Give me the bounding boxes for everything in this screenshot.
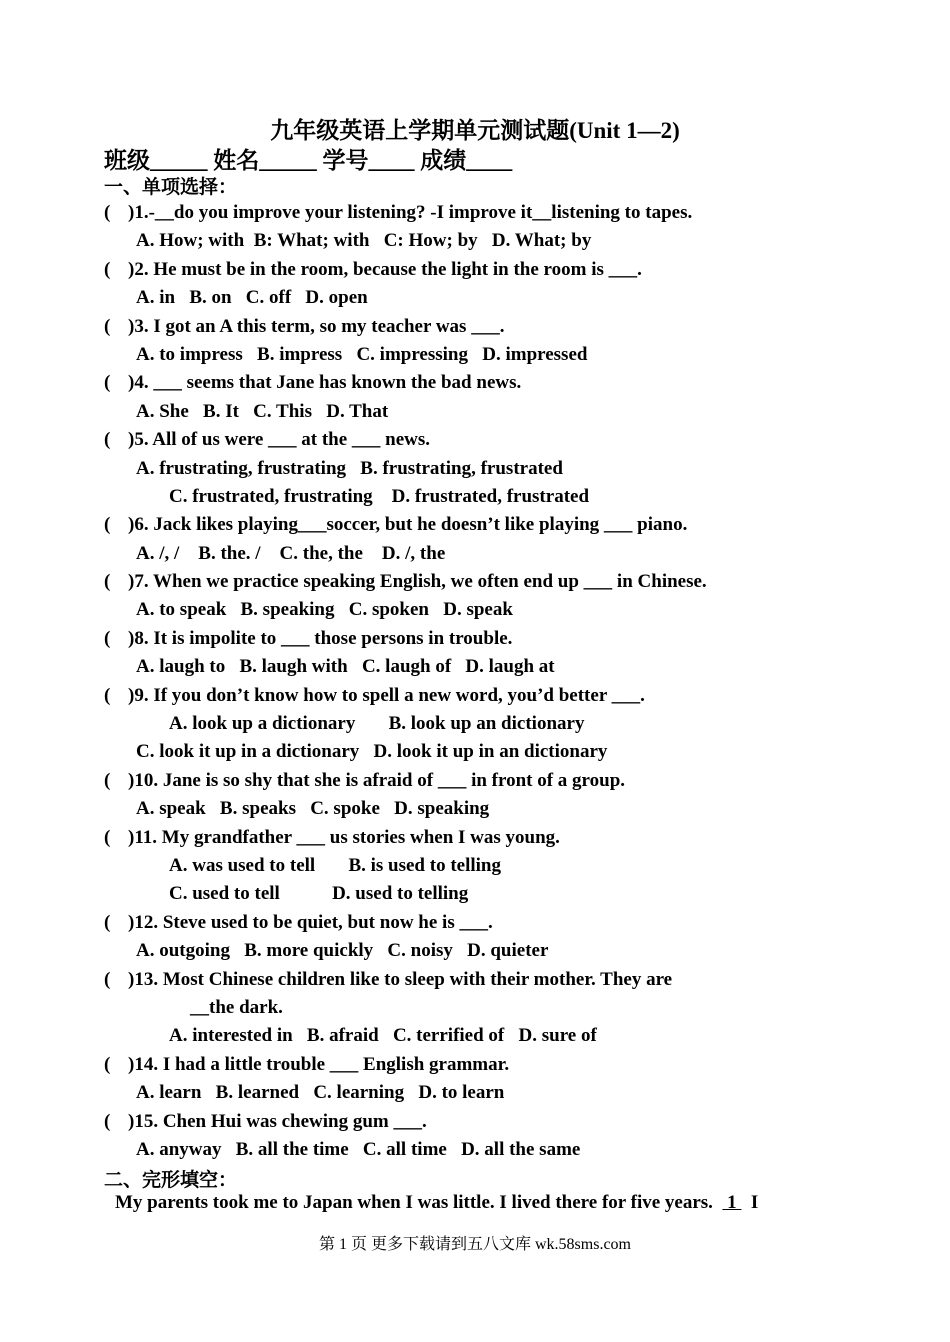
answer-paren: (: [104, 315, 111, 337]
cloze-passage-first-line: [115, 1192, 758, 1214]
question-6-stem: [104, 511, 904, 539]
question-text: )5. All of us were ___ at the ___ news.: [128, 429, 431, 451]
answer-paren: (: [104, 202, 111, 223]
question-8-stem: [104, 625, 904, 653]
question-text: )6. Jack likes playing___soccer, but he doesn’t like playing ___ piano.: [128, 514, 688, 536]
answer-paren: (: [104, 571, 111, 593]
answer-paren: (: [104, 684, 111, 706]
question-text: )12. Steve used to be quiet, but now he is ___.: [128, 911, 493, 933]
question-2-options: A. in B. on C. off D. open: [136, 287, 368, 309]
page-footer: 第 1 页 更多下载请到五八文库 wk.58sms.com: [318, 1236, 631, 1253]
question-text: )14. I had a little trouble ___ English grammar.: [128, 1053, 510, 1075]
question-2-stem: [104, 256, 904, 284]
question-list: [104, 199, 904, 1164]
answer-paren: (: [104, 769, 111, 791]
question-13-options: A. interested in B. afraid C. terrified of D. sure of: [169, 1025, 597, 1047]
section-heading-cloze: 二、完形填空：: [104, 1170, 238, 1191]
question-5-options: C. frustrated, frustrating D. frustrated, frustrated: [169, 485, 590, 507]
question-text: )15. Chen Hui was chewing gum ___.: [128, 1110, 427, 1132]
question-6-options: A. /, / B. the. / C. the, the D. /, the: [136, 542, 446, 564]
question-text: )1.-__do you improve your listening? -I improve it__listening to tapes.: [128, 202, 693, 223]
passage-text: My parents took me to Japan when I was little. I lived there for five years.: [115, 1192, 723, 1213]
question-text: )13. Most Chinese children like to sleep with their mother. They are: [128, 968, 673, 990]
answer-paren: (: [104, 514, 111, 536]
answer-paren: (: [104, 1110, 111, 1132]
answer-paren: (: [104, 429, 111, 451]
question-7-options: A. to speak B. speaking C. spoken D. speak: [136, 599, 513, 621]
question-text: )10. Jane is so shy that she is afraid of ___ in front of a group.: [128, 769, 626, 791]
question-9-stem: [104, 682, 904, 710]
blank-1: 1: [722, 1192, 742, 1213]
answer-paren: (: [104, 968, 111, 990]
answer-paren: (: [104, 826, 111, 848]
question-3-stem: [104, 313, 904, 341]
question-10-stem: [104, 767, 904, 795]
question-3-options: A. to impress B. impress C. impressing D. impressed: [136, 343, 588, 365]
section-heading-multiple-choice: 一、单项选择：: [104, 177, 238, 198]
answer-paren: (: [104, 911, 111, 933]
question-7-stem: [104, 568, 904, 596]
question-11-options: A. was used to tell B. is used to telling: [169, 854, 501, 876]
question-8-options: A. laugh to B. laugh with C. laugh of D. laugh at: [136, 656, 555, 678]
question-text: )9. If you don’t know how to spell a new word, you’d better ___.: [128, 684, 645, 706]
student-info-line: 班级_____ 姓名_____ 学号____ 成绩____: [104, 148, 513, 173]
question-4-stem: [104, 369, 904, 397]
question-1-options: A. How; with B: What; with C: How; by D. What; by: [136, 230, 592, 252]
question-9-options: A. look up a dictionary B. look up an dictionary: [169, 713, 585, 735]
question-10-options: A. speak B. speaks C. spoke D. speaking: [136, 798, 490, 820]
question-13-options: __the dark.: [190, 996, 283, 1018]
question-13-stem: [104, 966, 904, 994]
question-5-options: A. frustrating, frustrating B. frustrating, frustrated: [136, 457, 563, 479]
question-9-options: C. look it up in a dictionary D. look it up in an dictionary: [136, 741, 608, 763]
question-15-options: A. anyway B. all the time C. all time D. all the same: [136, 1138, 581, 1160]
answer-paren: (: [104, 372, 111, 394]
question-text: )3. I got an A this term, so my teacher was ___.: [128, 315, 505, 337]
question-5-stem: [104, 426, 904, 454]
answer-paren: (: [104, 258, 111, 280]
question-11-options: C. used to tell D. used to telling: [169, 883, 469, 905]
question-text: )8. It is impolite to ___ those persons in trouble.: [128, 627, 513, 649]
question-11-stem: [104, 824, 904, 852]
answer-paren: (: [104, 1053, 111, 1075]
question-text: )7. When we practice speaking English, we often end up ___ in Chinese.: [128, 571, 707, 593]
question-4-options: A. She B. It C. This D. That: [136, 400, 389, 422]
question-12-options: A. outgoing B. more quickly C. noisy D. quieter: [136, 940, 549, 962]
question-text: )2. He must be in the room, because the light in the room is ___.: [128, 258, 642, 280]
question-14-options: A. learn B. learned C. learning D. to learn: [136, 1082, 505, 1104]
question-14-stem: [104, 1051, 904, 1079]
question-15-stem: [104, 1108, 904, 1136]
question-text: )4. ___ seems that Jane has known the bad news.: [128, 372, 522, 394]
question-1-stem: [104, 199, 904, 227]
passage-text-tail: I: [741, 1192, 759, 1213]
page-title: 九年级英语上学期单元测试题(Unit 1—2): [270, 118, 680, 143]
question-12-stem: [104, 909, 904, 937]
question-text: )11. My grandfather ___ us stories when I was young.: [128, 826, 560, 848]
answer-paren: (: [104, 627, 111, 649]
